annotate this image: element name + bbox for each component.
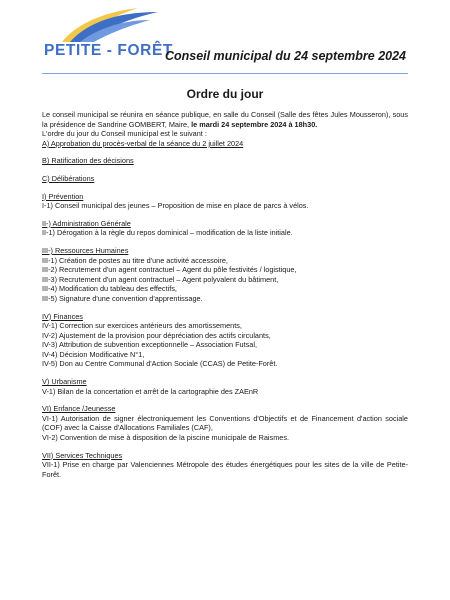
agenda-lead: L'ordre du jour du Conseil municipal est le suivant :	[42, 129, 207, 139]
agenda-item: III-1) Création de postes au titre d'une activité accessoire,	[42, 255, 228, 265]
agenda-item: V-1) Bilan de la concertation et arrêt de la cartographie des ZAEnR	[42, 386, 259, 396]
agenda-section	[42, 312, 408, 370]
agenda-item: III-2) Recrutement d'un agent contractuel – Agent du pôle festivités / logistique,	[42, 265, 297, 275]
intro-date: le mardi 24 septembre 2024 à 18h30.	[191, 119, 318, 129]
document-title: Ordre du jour	[186, 87, 264, 101]
logo-swoosh-icon	[54, 6, 166, 46]
agenda-section	[42, 192, 408, 211]
agenda-section	[42, 377, 408, 396]
agenda-section	[42, 451, 408, 480]
header-divider	[42, 73, 408, 74]
agenda-section	[42, 404, 408, 442]
agenda-section	[42, 139, 408, 149]
header-title: Conseil municipal du 24 septembre 2024	[164, 49, 406, 63]
intro-paragraph	[42, 110, 408, 129]
section-title: VI) Enfance /Jeunesse	[42, 404, 116, 414]
agenda-sections	[42, 139, 408, 480]
agenda-item: VII-1) Prise en charge par Valenciennes Métropole des études énergétiques pour les sites de la ville de Petite-Forêt.	[42, 460, 408, 479]
agenda-item: III-4) Modification du tableau des effectifs,	[42, 284, 177, 294]
document-body	[42, 110, 408, 487]
section-title: A) Approbation du procès-verbal de la séance du 2 juillet 2024	[42, 138, 244, 148]
agenda-item: III-5) Signature d'une convention d'apprentissage.	[42, 293, 203, 303]
intro-text: Le conseil municipal se réunira en séance publique, en salle du Conseil (Salle des fêtes Jules Mousseron), sous la présidence de Sandrine GOMBERT, Maire,	[42, 110, 408, 129]
agenda-item: II-1) Dérogation à la règle du repos dominical – modification de la liste initiale.	[42, 228, 293, 238]
logo-text: PETITE - FORÊT	[44, 42, 173, 59]
section-title: VII) Services Techniques	[42, 450, 123, 460]
agenda-item: IV-4) Décision Modificative N°1,	[42, 349, 145, 359]
agenda-item: IV-3) Attribution de subvention exceptionnelle – Association Futsal,	[42, 340, 257, 350]
agenda-item: III-3) Recrutement d'un agent contractuel – Agent polyvalent du bâtiment,	[42, 274, 279, 284]
agenda-item: IV-5) Don au Centre Communal d'Action Sociale (CCAS) de Petite-Forêt.	[42, 359, 278, 369]
section-title: C) Délibérations	[42, 173, 95, 183]
agenda-item: IV-1) Correction sur exercices antérieurs des amortissements,	[42, 321, 242, 331]
agenda-item: VI-2) Convention de mise à disposition de la piscine municipale de Raismes.	[42, 433, 290, 443]
section-title: V) Urbanisme	[42, 377, 87, 387]
petite-foret-logo	[40, 6, 173, 59]
agenda-section	[42, 174, 408, 184]
section-title: B) Ratification des décisions	[42, 156, 134, 166]
agenda-section	[42, 246, 408, 304]
agenda-section	[42, 156, 408, 166]
agenda-section	[42, 219, 408, 238]
section-title: IV) Finances	[42, 311, 83, 321]
agenda-item: VI-1) Autorisation de signer électroniquement les Conventions d'Objectifs et de Financement d'action sociale (COF) avec la Caisse d'Allocations Familiales (CAF),	[42, 413, 408, 433]
section-title: I) Prévention	[42, 191, 84, 201]
agenda-item: IV-2) Ajustement de la provision pour dépréciation des actifs circulants,	[42, 330, 271, 340]
section-title: III-) Ressources Humaines	[42, 245, 129, 255]
agenda-item: I-1) Conseil municipal des jeunes – Proposition de mise en place de parcs à vélos.	[42, 201, 309, 211]
section-title: II-) Administration Générale	[42, 218, 131, 228]
